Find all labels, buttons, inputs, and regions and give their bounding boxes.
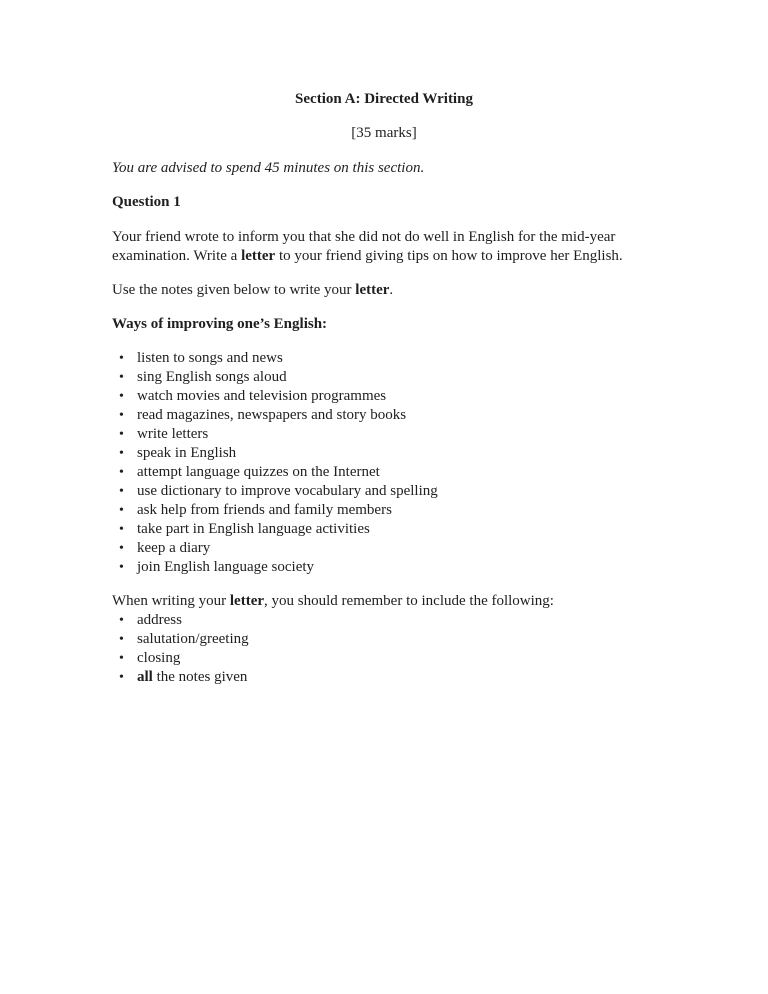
list-item — [112, 349, 656, 368]
list-item — [112, 649, 656, 668]
list-item — [112, 520, 656, 539]
bullet-icon: • — [119, 560, 124, 575]
list-item — [112, 444, 656, 463]
list-item-text: ask help from friends and family members — [137, 502, 392, 518]
list-item-text: sing English songs aloud — [137, 369, 287, 385]
bullet-icon: • — [119, 351, 124, 366]
list-item-text: watch movies and television programmes — [137, 388, 387, 404]
list-item — [112, 425, 656, 444]
bullet-icon: • — [119, 465, 124, 480]
list-item — [112, 558, 656, 577]
bullet-icon: • — [119, 503, 124, 518]
list-item-text: salutation/greeting — [137, 631, 249, 647]
list-item-text: keep a diary — [137, 540, 211, 556]
list-item-text: write letters — [137, 426, 209, 442]
bullet-icon: • — [119, 613, 124, 628]
list-item — [112, 501, 656, 520]
use-notes-post: . — [389, 282, 394, 298]
include-last-bold: all — [137, 669, 153, 685]
list-item — [112, 406, 656, 425]
list-item-text: address — [137, 612, 182, 628]
question-heading: Question 1 — [112, 194, 181, 210]
when-writing-post: , you should remember to include the following: — [264, 593, 554, 609]
list-item — [112, 668, 656, 687]
list-item — [112, 368, 656, 387]
list-item — [112, 630, 656, 649]
list-item-text: attempt language quizzes on the Internet — [137, 464, 380, 480]
bullet-icon: • — [119, 522, 124, 537]
use-notes-pre: Use the notes given below to write your — [112, 282, 356, 298]
intro-text-pre: Your friend wrote to inform you that she did not do well in English for the mid-year examination. Write a — [112, 229, 616, 264]
list-item — [112, 387, 656, 406]
list-item-text: listen to songs and news — [137, 350, 283, 366]
list-item-text: closing — [137, 650, 181, 666]
bullet-icon: • — [119, 670, 124, 685]
bullet-icon: • — [119, 651, 124, 666]
advisory-note: You are advised to spend 45 minutes on this section. — [112, 160, 425, 176]
when-writing-paragraph — [112, 592, 656, 611]
ways-heading: Ways of improving one’s English: — [112, 316, 328, 332]
intro-text-post: to your friend giving tips on how to improve her English. — [275, 248, 623, 264]
ways-list — [112, 349, 656, 577]
bullet-icon: • — [119, 427, 124, 442]
list-item — [112, 463, 656, 482]
intro-paragraph — [112, 228, 656, 266]
bullet-icon: • — [119, 484, 124, 499]
list-item-text: take part in English language activities — [137, 521, 370, 537]
marks-line: [35 marks] — [351, 125, 417, 141]
section-title: Section A: Directed Writing — [295, 91, 473, 107]
list-item — [112, 539, 656, 558]
when-writing-pre: When writing your — [112, 593, 230, 609]
list-item-text: speak in English — [137, 445, 237, 461]
bullet-icon: • — [119, 541, 124, 556]
include-list — [112, 611, 656, 687]
list-item-text — [137, 668, 247, 687]
list-item-text: use dictionary to improve vocabulary and spelling — [137, 483, 438, 499]
bullet-icon: • — [119, 408, 124, 423]
include-last-post: the notes given — [152, 669, 248, 685]
list-item-text: join English language society — [137, 559, 315, 575]
list-item — [112, 611, 656, 630]
bullet-icon: • — [119, 389, 124, 404]
when-writing-bold: letter — [229, 593, 265, 609]
list-item — [112, 482, 656, 501]
use-notes-paragraph — [112, 281, 656, 300]
bullet-icon: • — [119, 446, 124, 461]
bullet-icon: • — [119, 370, 124, 385]
list-item-text: read magazines, newspapers and story books — [137, 407, 407, 423]
bullet-icon: • — [119, 632, 124, 647]
use-notes-bold: letter — [355, 282, 390, 298]
intro-text-bold: letter — [241, 248, 276, 264]
